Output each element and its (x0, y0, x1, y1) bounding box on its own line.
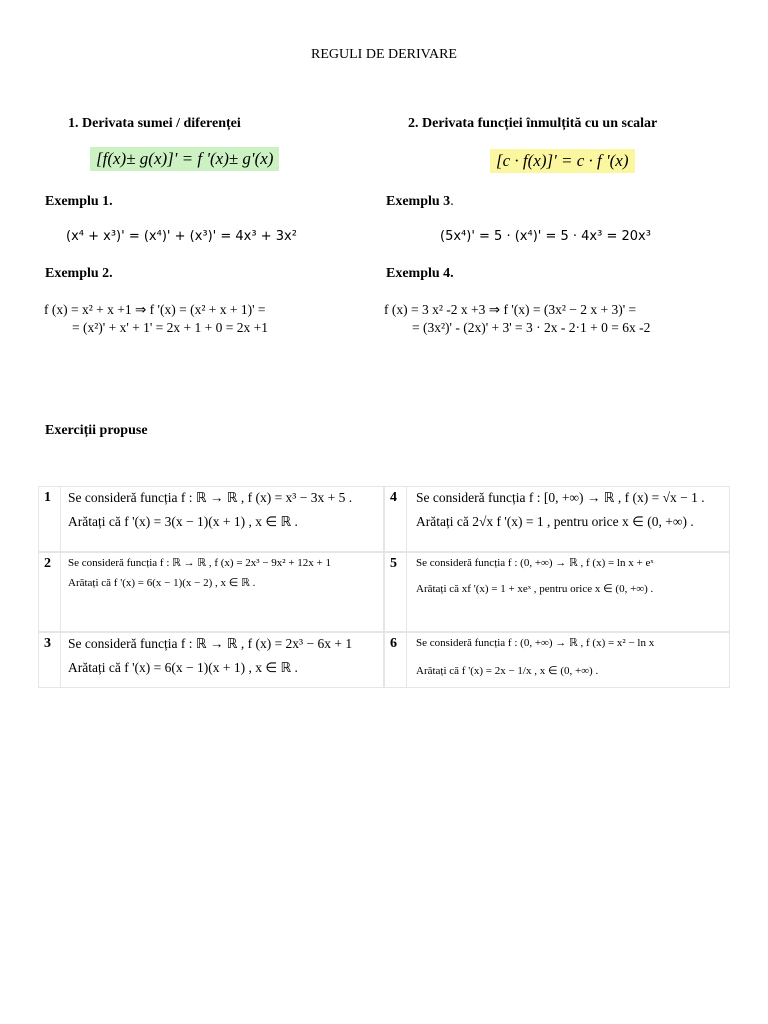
exercise-6-line-1: Se consideră funcția f : (0, +∞) → ℝ , f (x) = x² − ln x (416, 637, 655, 649)
example-4-label: Exemplu 4. (386, 266, 454, 281)
example-2-line-1: f (x) = x² + x +1 ⇒ f '(x) = (x² + x + 1)' = (44, 302, 266, 317)
exercise-4-line-1: Se consideră funcția f : [0, +∞) → ℝ , f (x) = √x − 1 . (416, 490, 705, 505)
column-divider (60, 486, 61, 688)
exercise-2-line-2: Arătați că f '(x) = 6(x − 1)(x − 2) , x ∈ ℝ . (68, 577, 256, 589)
example-1-formula: (x⁴ + x³)' = (x⁴)' + (x³)' = 4x³ + 3x² (66, 229, 297, 244)
sum-rule-formula: [f(x)± g(x)]' = f '(x)± g'(x) (90, 147, 279, 171)
example-1-label: Exemplu 1. (45, 194, 113, 209)
section-2-heading: 2. Derivata funcției înmulțită cu un scalar (408, 116, 658, 131)
exercise-4-line-2: Arătați că 2√x f '(x) = 1 , pentru orice x ∈ (0, +∞) . (416, 514, 694, 529)
exercise-3-number: 3 (44, 636, 51, 651)
exercise-2-line-1: Se consideră funcția f : ℝ → ℝ , f (x) = 2x³ − 9x² + 12x + 1 (68, 557, 331, 569)
exercise-1-line-1: Se consideră funcția f : ℝ → ℝ , f (x) = x³ − 3x + 5 . (68, 490, 353, 505)
exercise-6-number: 6 (390, 636, 397, 651)
example-3-formula: (5x⁴)' = 5 · (x⁴)' = 5 · 4x³ = 20x³ (440, 229, 651, 244)
example-3-label: Exemplu 3. (386, 194, 454, 209)
exercise-1-number: 1 (44, 490, 51, 505)
scalar-rule-formula: [c · f(x)]' = c · f '(x) (490, 149, 635, 173)
example-2-line-2: = (x²)' + x' + 1' = 2x + 1 + 0 = 2x +1 (72, 320, 268, 335)
exercise-1-line-2: Arătați că f '(x) = 3(x − 1)(x + 1) , x ∈ ℝ . (68, 514, 298, 529)
section-1-heading: 1. Derivata sumei / diferenței (68, 116, 241, 131)
exercise-2-number: 2 (44, 556, 51, 571)
example-4-line-2: = (3x²)' - (2x)' + 3' = 3 · 2x - 2·1 + 0 = 6x -2 (412, 320, 651, 335)
page-title: REGULI DE DERIVARE (311, 47, 457, 62)
example-2-label: Exemplu 2. (45, 266, 113, 281)
exercise-5-line-1: Se consideră funcția f : (0, +∞) → ℝ , f (x) = ln x + eˣ (416, 557, 654, 569)
column-divider (406, 486, 407, 688)
exercise-5-number: 5 (390, 556, 397, 571)
exercise-3-line-2: Arătați că f '(x) = 6(x − 1)(x + 1) , x ∈ ℝ . (68, 660, 298, 675)
exercise-3-line-1: Se consideră funcția f : ℝ → ℝ , f (x) = 2x³ − 6x + 1 (68, 636, 353, 651)
exercise-5-line-2: Arătați că xf '(x) = 1 + xeˣ , pentru orice x ∈ (0, +∞) . (416, 583, 654, 595)
exercise-4-number: 4 (390, 490, 397, 505)
example-4-line-1: f (x) = 3 x² -2 x +3 ⇒ f '(x) = (3x² − 2 x + 3)' = (384, 302, 637, 317)
exercise-6-line-2: Arătați că f '(x) = 2x − 1/x , x ∈ (0, +∞) . (416, 665, 599, 677)
exercises-heading: Exerciții propuse (45, 423, 148, 438)
